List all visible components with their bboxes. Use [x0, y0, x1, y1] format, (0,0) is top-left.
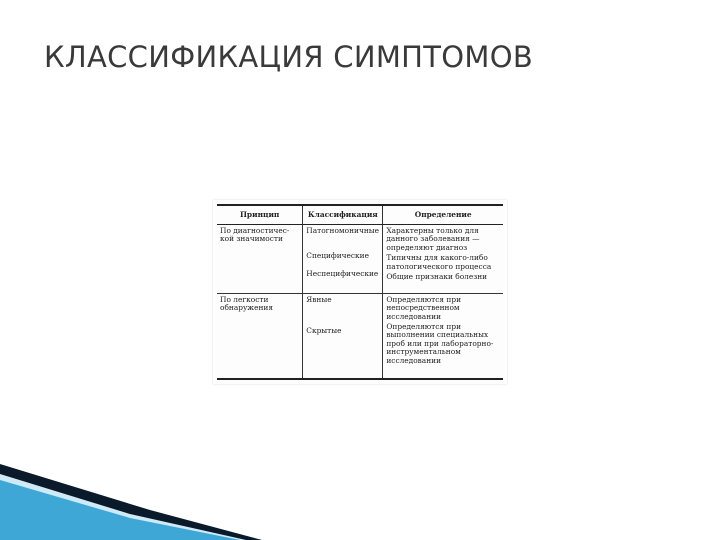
classification-cell [303, 293, 383, 379]
header-principle: Принцип [217, 205, 303, 225]
slide-corner-decoration [0, 450, 300, 540]
table-row-detection-ease [217, 293, 503, 379]
principle-cell [217, 225, 303, 294]
definition-nonspecific: Общие признаки болезни [386, 272, 488, 282]
symptom-classification-table-image [213, 200, 507, 384]
principle-text: По легкости обнаружения [220, 294, 273, 313]
classification-cell [303, 225, 383, 294]
classification-explicit: Явные [306, 294, 332, 304]
slide-title: КЛАССИФИКАЦИЯ СИМПТОМОВ [44, 40, 534, 74]
header-definition: Определение [383, 205, 503, 225]
classification-nonspecific: Неспецифические [306, 268, 379, 278]
table-row-diagnostic-significance [217, 225, 503, 294]
principle-cell [217, 293, 303, 379]
definition-cell [383, 225, 503, 294]
definition-pathognomonic: Характерны только для данного заболевания — определяют диагноз [386, 226, 480, 252]
definition-explicit: Определяются при непосредственном исследовании [386, 294, 462, 321]
principle-text: По диагностичес-кой значимости [220, 226, 290, 244]
classification-table [217, 204, 503, 380]
table-header-row [217, 205, 503, 225]
classification-pathognomonic: Патогномоничные [306, 226, 380, 235]
header-classification: Классификация [303, 205, 383, 225]
classification-hidden: Скрытые [306, 326, 342, 336]
definition-hidden: Определяются при выполнении специальных проб или при лабораторно-инструментальном исследовании [386, 321, 494, 365]
definition-cell [383, 293, 503, 379]
classification-specific: Специфические [306, 251, 369, 261]
definition-specific: Типичны для какого-либо патологического процесса [386, 253, 492, 271]
